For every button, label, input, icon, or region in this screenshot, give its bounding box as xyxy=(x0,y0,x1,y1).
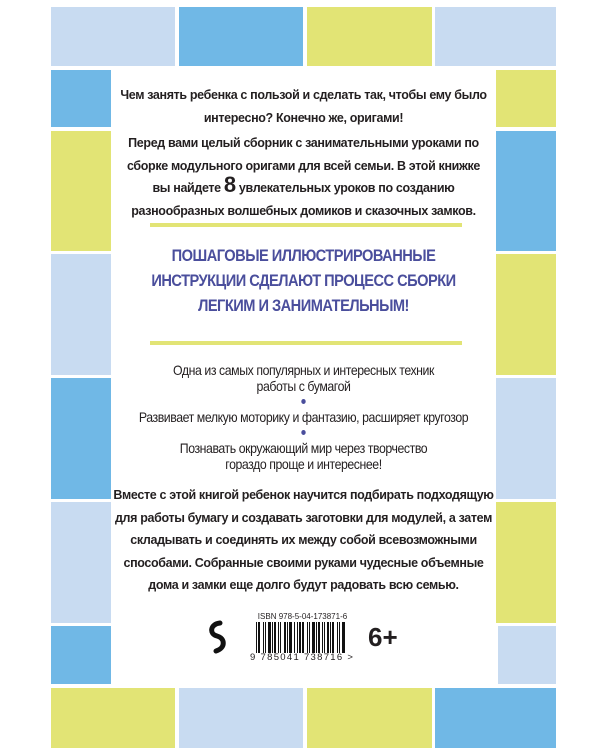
text-line: интересно? Конечно же, оригами! xyxy=(203,110,404,125)
barcode-bar xyxy=(265,622,266,653)
tile xyxy=(51,688,175,748)
barcode-bar xyxy=(302,622,304,653)
text-span: увлекательных уроков по созданию xyxy=(235,181,455,195)
text-line: разнообразных волшебных домиков и сказочных замков. xyxy=(131,203,476,218)
text-line xyxy=(111,172,496,200)
tile xyxy=(51,7,175,66)
barcode-bar xyxy=(289,622,292,653)
barcode-bar xyxy=(263,622,264,653)
barcode-bar xyxy=(330,622,331,653)
barcode-bar xyxy=(324,622,325,653)
barcode-bar xyxy=(312,622,315,653)
bullet-icon xyxy=(301,399,305,404)
text-line: складывать и соединять их между собой всевозможными xyxy=(130,533,477,547)
tile xyxy=(435,7,556,66)
barcode-bar xyxy=(274,622,276,653)
barcode-bar xyxy=(299,622,301,653)
tile xyxy=(496,378,556,499)
tile xyxy=(498,626,556,684)
feature-list xyxy=(111,362,496,472)
headline xyxy=(111,243,496,318)
text-line: Вместе с этой книгой ребенок научится подбирать подходящую xyxy=(113,488,494,502)
barcode-bar xyxy=(339,622,340,653)
barcode-bar xyxy=(256,622,257,653)
feature-line: Познавать окружающий мир через творчество xyxy=(179,440,428,456)
divider xyxy=(150,341,462,345)
tile xyxy=(435,688,556,748)
barcode-bar xyxy=(327,622,329,653)
barcode-bar xyxy=(309,622,310,653)
tile xyxy=(179,688,303,748)
barcode-bar xyxy=(342,622,345,653)
isbn-text: ISBN 978-5-04-173871-6 xyxy=(257,612,348,621)
tile xyxy=(496,254,556,375)
barcode-bar xyxy=(322,622,323,653)
text-line: сборке модульного оригами для всей семьи. В этой книжке xyxy=(126,158,481,173)
barcode-digits: 9 785041 738716 > xyxy=(250,652,355,663)
tile xyxy=(51,626,111,684)
text-line: дома и замки еще долго будут радовать всю семью. xyxy=(148,578,459,592)
feature-line: Развивает мелкую моторику и фантазию, расширяет кругозор xyxy=(138,409,469,425)
eksmo-logo-icon xyxy=(206,620,232,654)
intro-text xyxy=(111,84,496,222)
barcode-bar xyxy=(337,622,338,653)
headline-line: ПОШАГОВЫЕ ИЛЛЮСТРИРОВАННЫЕ xyxy=(171,246,436,265)
barcode-bar xyxy=(318,622,320,653)
barcode-bar xyxy=(278,622,279,653)
barcode-bar xyxy=(316,622,317,653)
tile xyxy=(496,502,556,623)
tile xyxy=(496,131,556,251)
barcode-bar xyxy=(272,622,273,653)
tile xyxy=(51,131,111,251)
tile xyxy=(307,688,432,748)
feature-line: работы с бумагой xyxy=(256,378,351,394)
feature-line: гораздо проще и интереснее! xyxy=(225,456,382,472)
tile xyxy=(51,254,111,375)
tile xyxy=(307,7,432,66)
text-line: Чем занять ребенка с пользой и сделать так, чтобы ему было xyxy=(120,88,487,102)
feature-line: Одна из самых популярных и интересных техник xyxy=(173,362,434,378)
tile xyxy=(51,378,111,499)
headline-line: ИНСТРУКЦИИ СДЕЛАЮТ ПРОЦЕСС СБОРКИ xyxy=(151,271,456,290)
barcode-bar xyxy=(294,622,295,653)
tile xyxy=(496,70,556,127)
barcode-bar xyxy=(307,622,308,653)
barcode-bar xyxy=(284,622,286,653)
barcode-bar xyxy=(268,622,271,653)
barcode-bar xyxy=(280,622,281,653)
barcode-bar xyxy=(332,622,334,653)
barcode-icon xyxy=(256,622,348,653)
text-line: Перед вами целый сборник с занимательными уроками по xyxy=(128,136,479,150)
barcode-bar xyxy=(287,622,288,653)
tile xyxy=(51,502,111,623)
age-rating: 6+ xyxy=(368,622,398,652)
divider xyxy=(150,223,462,227)
text-line: для работы бумагу и создавать заготовки для модулей, а затем xyxy=(114,510,493,525)
headline-line: ЛЕГКИМ И ЗАНИМАТЕЛЬНЫМ! xyxy=(198,296,409,315)
tile xyxy=(51,70,111,127)
outro-text xyxy=(111,484,496,597)
lesson-count: 8 xyxy=(223,172,236,197)
barcode-bar xyxy=(297,622,298,653)
text-span: вы найдете xyxy=(152,181,224,195)
bullet-icon xyxy=(301,430,305,435)
tile xyxy=(179,7,303,66)
barcode-bar xyxy=(258,622,260,653)
text-line: способами. Собранные своими руками чудесные объемные xyxy=(123,555,484,570)
